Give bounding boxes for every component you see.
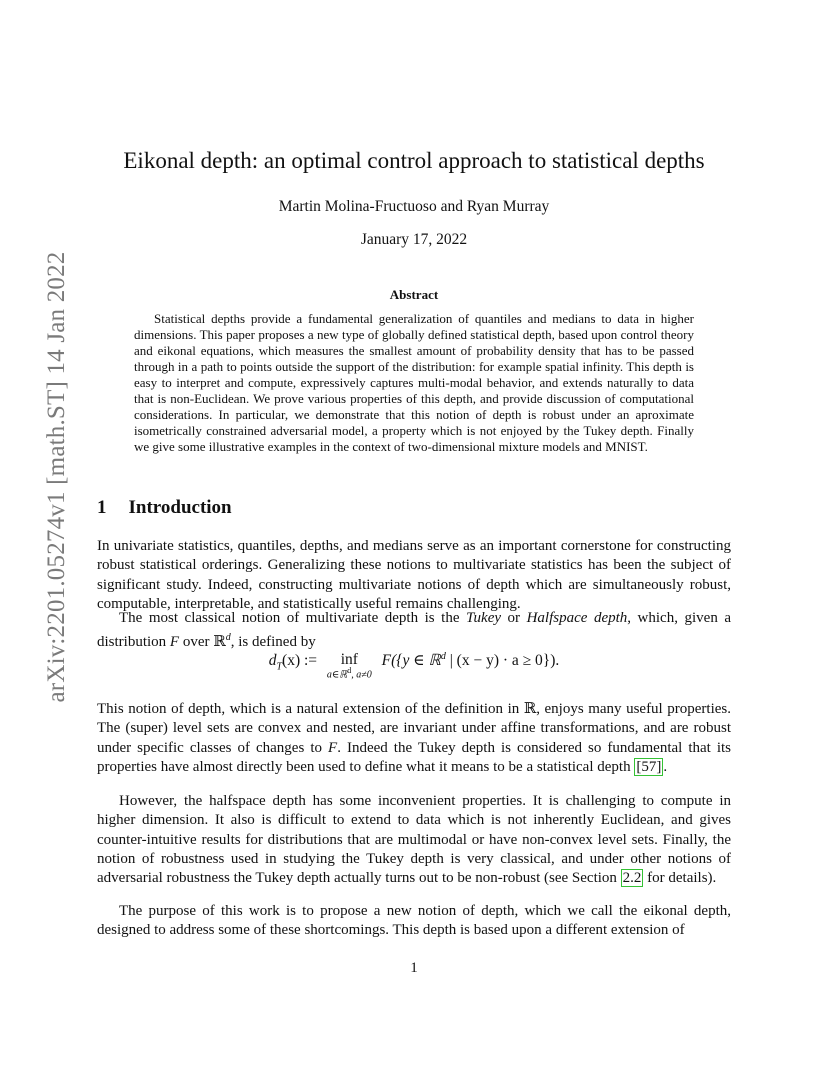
formula-sub-a: a∈ℝ [326,669,348,681]
p2-text-e: , is defined by [230,634,316,651]
formula-sub-rest: , a≠0 [351,669,372,681]
section-ref-link[interactable]: 2.2 [622,870,642,887]
p3-text-a: This notion of depth, which is a natural extension of the definition in ℝ, enjoys many useful properties. The (super) level sets are convex and nested, are invariant under affine transformations, and are robust under specific classes of changes to [97,701,731,756]
intro-paragraph-3 [97,700,731,777]
p3-text-c: . [663,758,668,775]
page-number: 1 [410,960,418,976]
formula-lhs: d [268,652,277,670]
formula-lhs-sub: T [276,661,283,673]
p2-halfspace: Halfspace depth [526,610,628,626]
formula-inf-subscript [327,666,372,680]
tukey-depth-formula [0,651,828,680]
paper-title: Eikonal depth: an optimal control approach to statistical depths [123,148,705,173]
paper-authors: Martin Molina-Fructuoso and Ryan Murray [278,198,550,215]
formula-inf: inf [340,651,358,668]
section-number: 1 [97,497,107,518]
p2-text-b: , which, given a distribution [97,610,732,651]
intro-paragraph-5: The purpose of this work is to propose a new notion of depth, which we call the eikonal depth, designed to address some of these shortcomings. This depth is based upon a different extension of [97,903,731,939]
intro-paragraph-4 [97,792,731,888]
formula-sub-sup: d [347,666,352,675]
citation-link[interactable]: [57] [636,758,662,775]
formula-lhs-rest: (x) := [282,652,318,670]
p2-text-c: over ℝ [179,634,226,651]
formula-rhs-sup: d [440,651,446,662]
section-title: Introduction [128,497,232,518]
abstract-heading: Abstract [389,287,439,302]
formula-rhs-rest: | (x − y) · a ≥ 0}). [445,652,560,670]
p2-text-or: or [501,610,527,626]
p2-F: F [169,634,180,651]
p2-d: d [225,632,231,644]
p2-tukey: Tukey [466,610,502,626]
p2-text-a: The most classical notion of multivariate depth is the [119,610,467,626]
formula-rhs: F({y ∈ ℝ [381,652,441,670]
paper-date: January 17, 2022 [360,231,468,248]
intro-paragraph-1: In univariate statistics, quantiles, depths, and medians serve as an important cornerstone for constructing robust statistical orderings. Generalizing these notions to multivariate statistics has been the subject of significant study. Indeed, constructing multivariate notions of depth which are simultaneously robust, computable, interpretable, and statistically useful remains challenging. [97,538,731,612]
p3-F: F [328,739,338,756]
section-heading [97,497,232,519]
p4-text-a: However, the halfspace depth has some inconvenient properties. It is challenging to compute in higher dimension. It also is difficult to extend to data which is not inherently Euclidean, and gives counter-intuitive results for distributions that are multimodal or have non-convex level sets. Finally, the notion of robustness used in studying the Tukey depth is very classical, and under other notions of adversarial robustness the Tukey depth actually turns out to be non-robust (see Section [97,793,731,887]
formula-operator [327,651,372,680]
p3-text-b: . Indeed the Tukey depth is considered so fundamental that its properties have almost directly been used to define what it means to be a statistical depth [97,739,732,775]
abstract-body: Statistical depths provide a fundamental generalization of quantiles and medians to data in higher dimensions. This paper proposes a new type of globally defined statistical depth, based upon control theory and eikonal equations, which measures the smallest amount of probability density that has to be passed through in a path to points outside the support of the distribution: for example spatial infinity. This depth is easy to interpret and compute, expressively captures multi-modal behavior, and extends naturally to data that is non-Euclidean. We prove various properties of this depth, and provide discussion of computational considerations. In particular, we demonstrate that this notion of depth is robust under an aproximate isometrically constrained adversarial model, a property which is not enjoyed by the Tukey depth. Finally we give some illustrative examples in the context of two-dimensional mixture models and MNIST. [134,311,694,454]
p4-text-b: for details). [643,870,717,887]
intro-paragraph-2 [97,609,731,653]
arxiv-identifier: arXiv:2201.05274v1 [math.ST] 14 Jan 2022 [43,251,70,703]
